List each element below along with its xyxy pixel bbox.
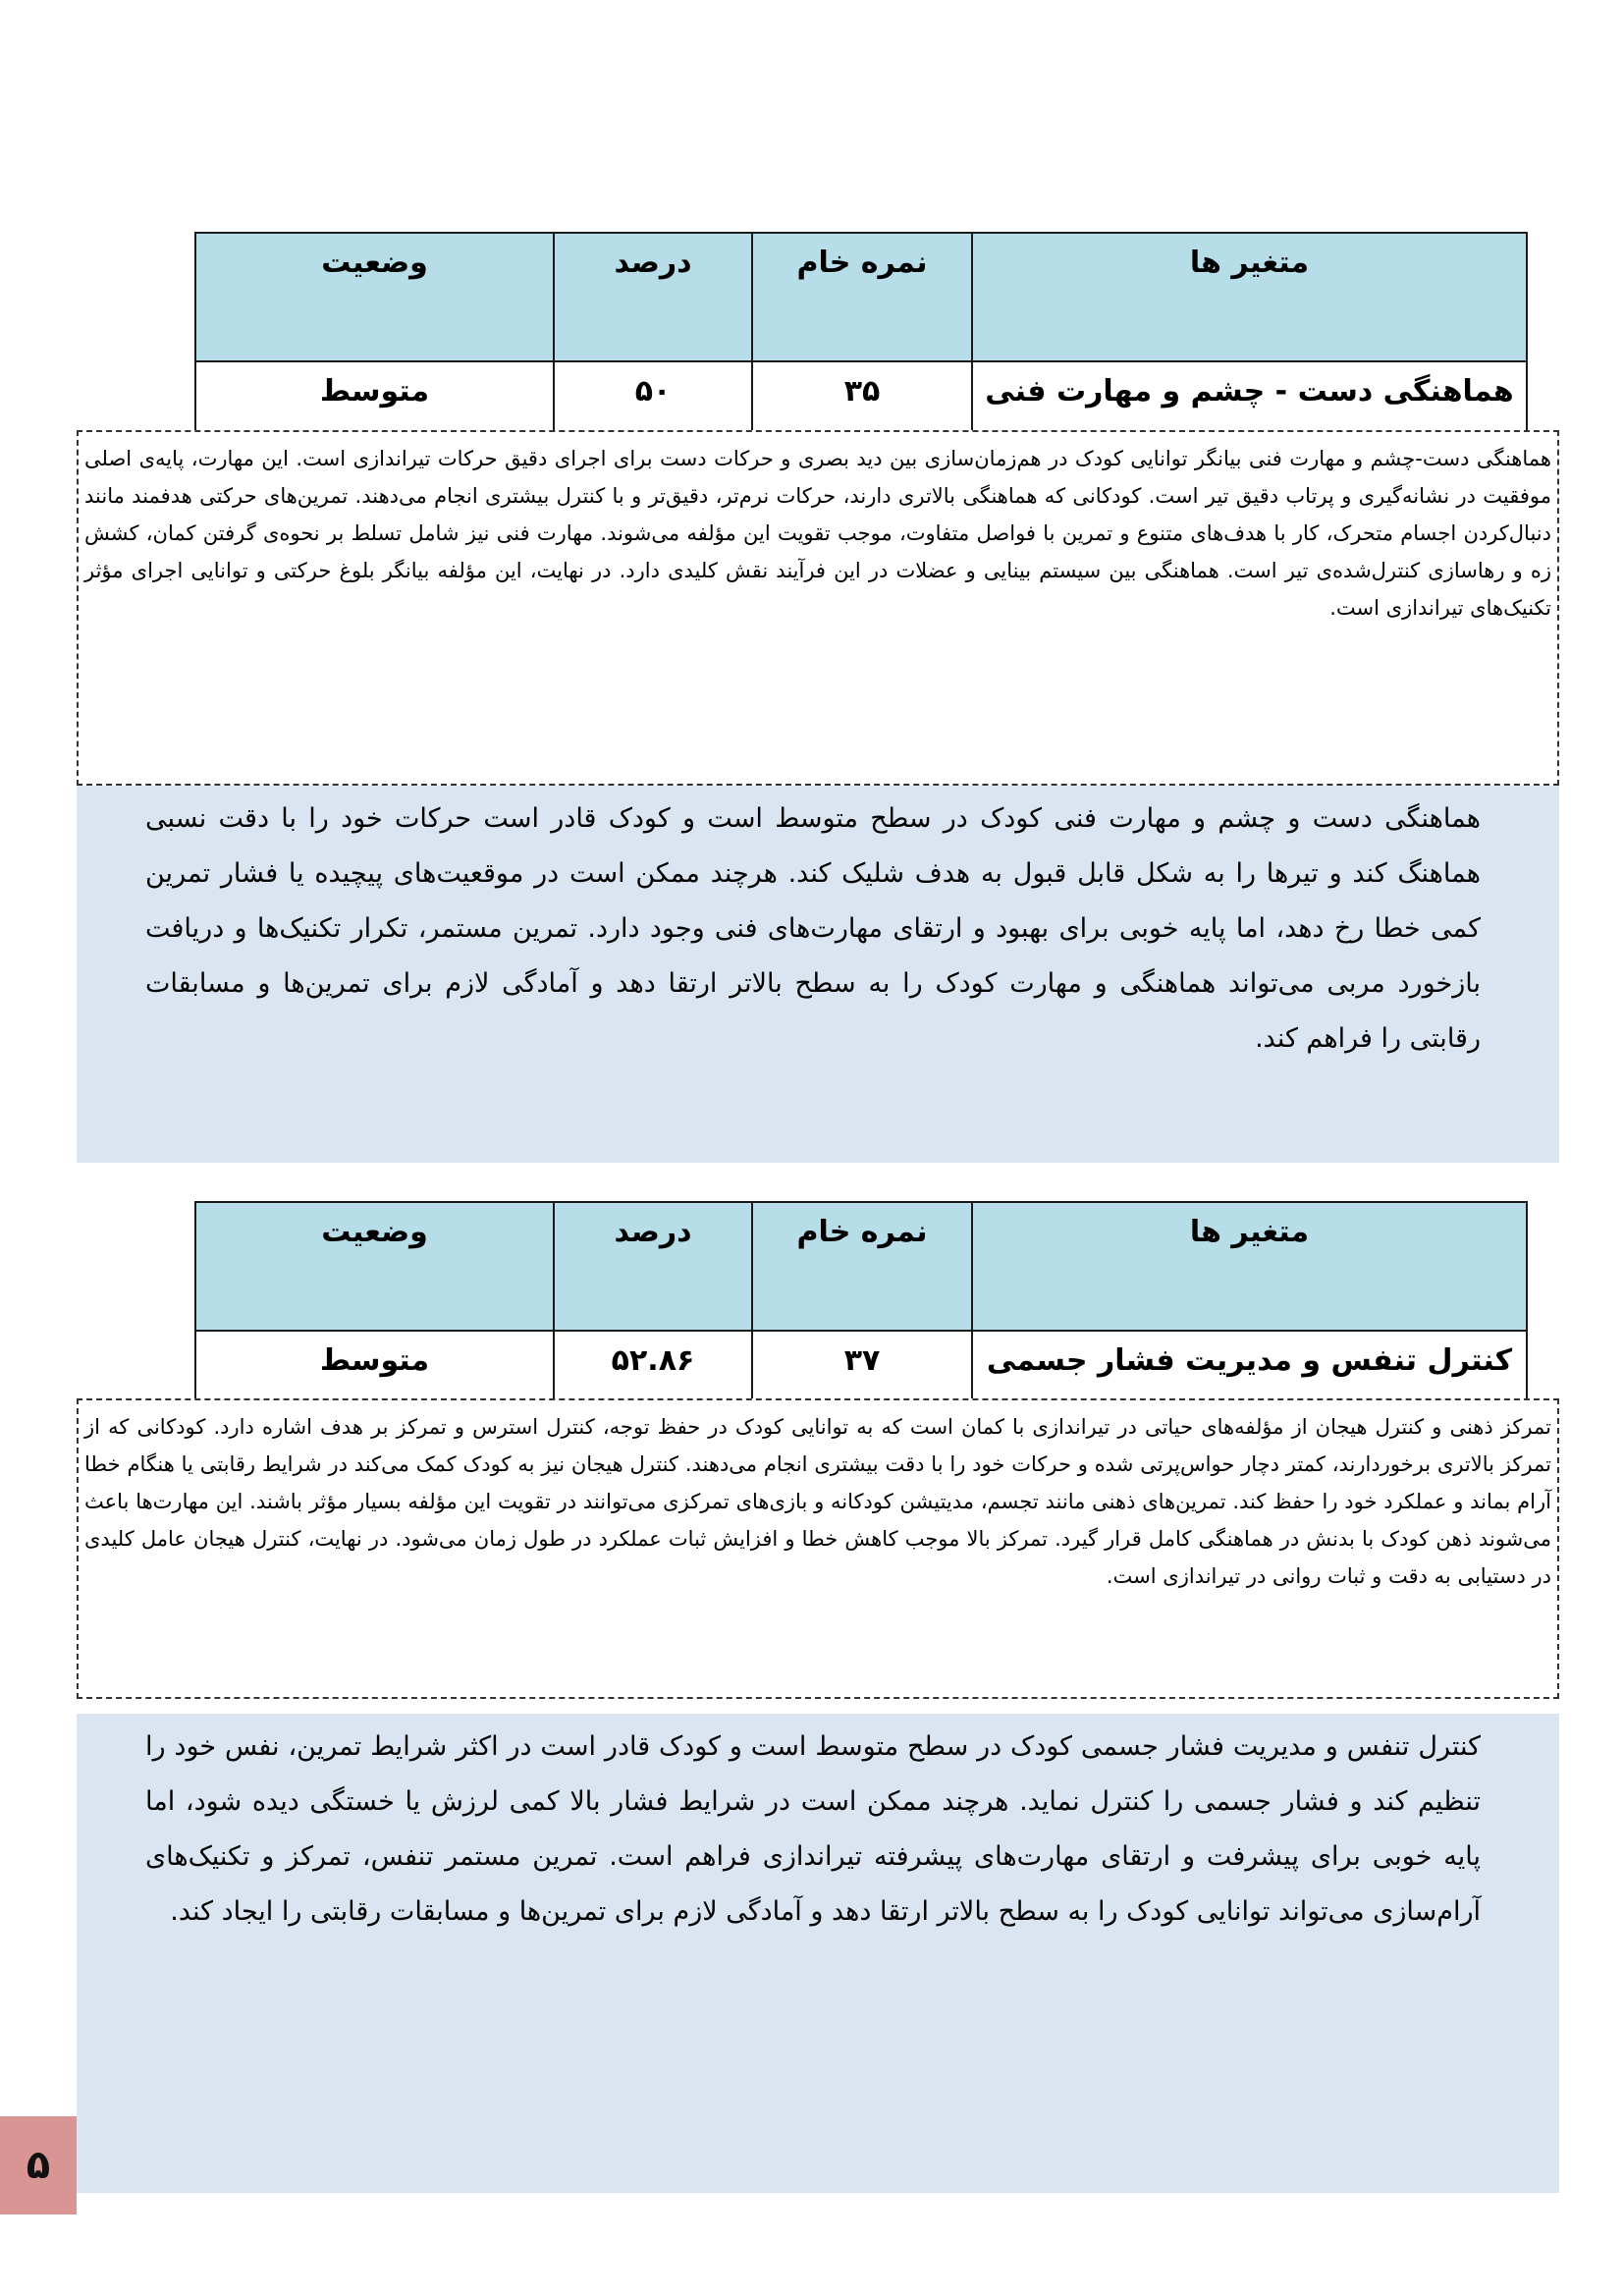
cell-raw-score: ۳۵ (752, 361, 972, 452)
header-status: وضعیت (195, 1202, 554, 1331)
header-variable: متغیر ها (972, 1202, 1527, 1331)
cell-raw-score: ۳۷ (752, 1331, 972, 1421)
cell-percent: ۵۲.۸۶ (554, 1331, 752, 1421)
score-table-2 (194, 1201, 1528, 1422)
cell-variable: کنترل تنفس و مدیریت فشار جسمی (972, 1331, 1527, 1421)
header-percent: درصد (554, 233, 752, 361)
definition-box-1: هماهنگی دست-چشم و مهارت فنی بیانگر توانایی کودک در هم‌زمان‌سازی بین دید بصری و حرکات دست برای اجرای دقیق حرکات تیراندازی است. این مهارت، پایه‌ی اصلی موفقیت در نشانه‌گیری و پرتاب دقیق تیر است. کودکانی که هماهنگی بالاتری دارند، حرکات نرم‌تر، دقیق‌تر و با کنترل بیشتری انجام می‌دهند. تمرین‌های حرکتی هدفمند مانند دنبال‌کردن اجسام متحرک، کار با هدف‌های متنوع و تمرین با فواصل متفاوت، موجب تقویت این مؤلفه می‌شوند. مهارت فنی نیز شامل تسلط بر نحوه‌ی گرفتن کمان، کشش زه و رهاسازی کنترل‌شده‌ی تیر است. هماهنگی بین سیستم بینایی و عضلات در این فرآیند نقش کلیدی دارد. در نهایت، این مؤلفه بیانگر بلوغ حرکتی و توانایی اجرای مؤثر تکنیک‌های تیراندازی است. (77, 430, 1559, 786)
header-percent: درصد (554, 1202, 752, 1331)
header-raw-score: نمره خام (752, 233, 972, 361)
definition-box-2: تمرکز ذهنی و کنترل هیجان از مؤلفه‌های حیاتی در تیراندازی با کمان است که به توانایی کودک در حفظ توجه، کنترل استرس و تمرکز بر هدف اشاره دارد. کودکانی که از تمرکز بالاتری برخوردارند، کمتر دچار حواس‌پرتی شده و حرکات خود را با دقت بیشتری انجام می‌دهند. کنترل هیجان نیز به کودک کمک می‌کند در شرایط رقابتی یا هنگام خطا آرام بماند و عملکرد خود را حفظ کند. تمرین‌های ذهنی مانند تجسم، مدیتیشن کودکانه و بازی‌های تمرکزی می‌توانند در تقویت این مؤلفه بسیار مؤثر باشند. این مهارت‌ها باعث می‌شوند ذهن کودک با بدنش در هماهنگی کامل قرار گیرد. تمرکز بالا موجب کاهش خطا و افزایش ثبات عملکرد در طول زمان می‌شود. در نهایت، کنترل هیجان عامل کلیدی در دستیابی به دقت و ثبات روانی در تیراندازی است. (77, 1398, 1559, 1699)
cell-variable: هماهنگی دست - چشم و مهارت فنی (972, 361, 1527, 452)
cell-status: متوسط (195, 1331, 554, 1421)
interpretation-box-1: هماهنگی دست و چشم و مهارت فنی کودک در سطح متوسط است و کودک قادر است حرکات خود را با دقت نسبی هماهنگ کند و تیرها را به شکل قابل قبول به هدف شلیک کند. هرچند ممکن است در موقعیت‌های پیچیده یا فشار تمرین کمی خطا رخ دهد، اما پایه خوبی برای بهبود و ارتقای مهارت‌های فنی وجود دارد. تمرین مستمر، تکرار تکنیک‌ها و دریافت بازخورد مربی می‌تواند هماهنگی و مهارت کودک را به سطح بالاتر ارتقا دهد و آمادگی لازم برای تمرین‌ها و مسابقات رقابتی را فراهم کند. (77, 786, 1559, 1163)
page-number: ۵ (0, 2116, 77, 2214)
header-variable: متغیر ها (972, 233, 1527, 361)
header-raw-score: نمره خام (752, 1202, 972, 1331)
score-table-1 (194, 232, 1528, 453)
cell-status: متوسط (195, 361, 554, 452)
header-status: وضعیت (195, 233, 554, 361)
interpretation-box-2: کنترل تنفس و مدیریت فشار جسمی کودک در سطح متوسط است و کودک قادر است در اکثر شرایط تمرین، نفس خود را تنظیم کند و فشار جسمی را کنترل نماید. هرچند ممکن است در شرایط فشار بالا کمی لرزش یا خستگی دیده شود، اما پایه خوبی برای پیشرفت و ارتقای مهارت‌های پیشرفته تیراندازی فراهم است. تمرین مستمر تنفس، تمرکز و تکنیک‌های آرام‌سازی می‌تواند توانایی کودک را به سطح بالاتر ارتقا دهد و آمادگی لازم برای تمرین‌ها و مسابقات رقابتی را ایجاد کند. (77, 1714, 1559, 2193)
cell-percent: ۵۰ (554, 361, 752, 452)
